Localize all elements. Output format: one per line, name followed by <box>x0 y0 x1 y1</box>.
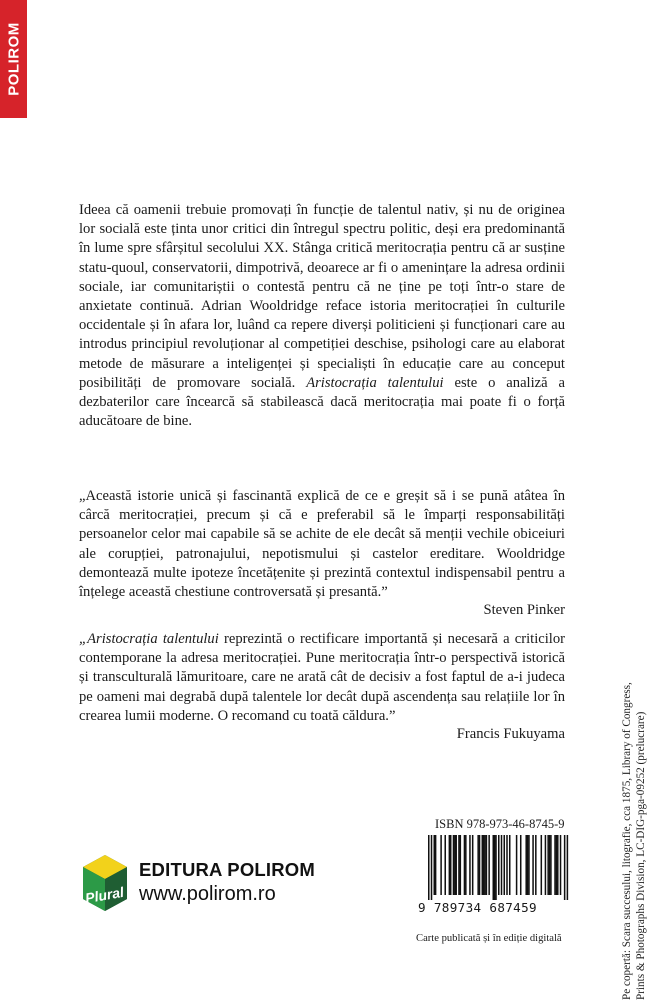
barcode-bar <box>549 835 551 895</box>
quote-fukuyama-author: Francis Fukuyama <box>456 726 565 743</box>
barcode-bar <box>528 835 530 895</box>
barcode-bar <box>545 835 547 895</box>
barcode-bar <box>564 835 566 900</box>
barcode-bar <box>464 835 466 895</box>
barcode-bar <box>486 835 488 895</box>
brand-tab-label: POLIROM <box>5 22 22 96</box>
quote-pinker-text: „Această istorie unică și fascinantă explică de ce e greșit să i se pună atâtea în cârcă meritocrației, precum și că e preferabil să le împarți responsabilități persoanelor celor mai capabile să se achite de ele decât să menții vechile obiceiuri ale corupției, patronajului, nepotismului și castelor ereditare. Wooldridge demontează multe ipoteze încetățenite și prezintă contextul indispensabil pentru a înțelege această chestiune controversată și presantă.” <box>79 488 565 601</box>
barcode-block <box>418 817 568 927</box>
book-title-inline: Aristocrația talentului <box>306 374 444 391</box>
description-part1: Ideea că oamenii trebuie promovați în funcție de talentul nativ, și nu de originea lor socială este ținta unor critici din întregul spectru politic, deși era predominantă în lume spre sfârșitul secolului XX. Stânga critică meritocrația pentru că ar susține statu-quoul, conservatorii, dimpotrivă, deoarece ar fi o amenințare la adresa ordinii sociale, iar comunitariștii o contestă pentru că ne ține pe toți într-o stare de anxietate continuă. Adrian Wooldridge reface istoria meritocrației în culturile occidentale și în afara lor, luând ca repere diverși politicieni și funcționari care au introdus principiul revoluționar al competiției deschise, psihologi care au elaborat metode de măsurare a inteligenței și specialiști în educație care au conceput posibilități de promovare socială. <box>79 202 565 391</box>
barcode-bar <box>433 835 435 895</box>
barcode-bar <box>450 835 452 895</box>
description-part2: este o analiză a dezbaterilor care încearcă să stabilească dacă meritocrația mai poate fi o forță aducătoare de bine. <box>79 374 565 430</box>
barcode-bar <box>554 835 556 895</box>
publisher-url: www.polirom.ro <box>139 883 276 905</box>
barcode-bar <box>469 835 471 895</box>
barcode-bar <box>527 835 529 895</box>
barcode-bar <box>482 835 484 895</box>
quote-fukuyama-lead: „Aristocrația talentului <box>79 631 219 647</box>
barcode-bar <box>503 835 505 895</box>
barcode-bar <box>506 835 508 895</box>
barcode-bar <box>516 835 518 895</box>
quote-pinker-author: Steven Pinker <box>483 602 565 619</box>
barcode-bar <box>455 835 457 895</box>
barcode-bar <box>431 835 433 900</box>
barcode-bar <box>498 835 500 895</box>
barcode-bar <box>557 835 559 895</box>
barcode-bar <box>458 835 460 895</box>
barcode-bar <box>547 835 549 895</box>
barcode-digits: 9 789734 687459 <box>418 900 537 915</box>
barcode-bar <box>428 835 430 900</box>
barcode-bar <box>479 835 481 895</box>
quote-pinker <box>79 487 565 620</box>
barcode-bar <box>501 835 503 895</box>
barcode-bar <box>449 835 451 895</box>
barcode-bar <box>525 835 527 895</box>
barcode-bar <box>465 835 467 895</box>
barcode-bar <box>488 835 490 895</box>
barcode-bar <box>493 835 495 900</box>
barcode-bar <box>484 835 486 895</box>
digital-edition-note: Carte publicată și în ediție digitală <box>416 933 562 944</box>
barcode-bars <box>428 835 568 900</box>
quote-fukuyama-text: reprezintă o rectificare importantă și necesară a criticilor contemporane la adresa meritocrației. Pune meritocrația într-o perspectivă istorică și transculturală lămuritoare, care ne arată cât de decisiv a fost faptul de a-i judeca pe oameni mai degrabă după talentele lor decât după ascendența sau relațiile lor în crearea lumii moderne. O recomand cu toată căldura.” <box>79 631 565 724</box>
barcode-bar <box>477 835 479 895</box>
barcode-bar <box>520 835 522 895</box>
cover-credit-line2: Prints & Photographs Division, LC-DIG-pga-09252 (prelucrare) <box>635 711 647 1000</box>
publisher-name: EDITURA POLIROM <box>139 859 316 880</box>
barcode-bar <box>495 835 497 900</box>
barcode-bar <box>453 835 455 895</box>
barcode-bar <box>494 835 496 900</box>
isbn-label: ISBN 978-973-46-8745-9 <box>435 817 565 831</box>
barcode-bar <box>472 835 474 895</box>
barcode-bar <box>556 835 558 895</box>
barcode-bar <box>460 835 462 895</box>
plural-logo-text: Plural <box>83 883 125 907</box>
book-description <box>79 201 565 431</box>
polirom-brand-tab <box>0 0 27 118</box>
barcode-bar <box>435 835 437 895</box>
barcode-bar <box>444 835 446 895</box>
quote-fukuyama <box>79 630 565 744</box>
barcode-bar <box>454 835 456 895</box>
barcode-bar <box>509 835 511 895</box>
barcode-bar <box>550 835 552 895</box>
barcode-bar <box>532 835 534 895</box>
barcode-bar <box>440 835 442 895</box>
barcode-bar <box>560 835 562 895</box>
barcode-bar <box>535 835 537 895</box>
barcode-bar <box>483 835 485 895</box>
barcode-bar <box>541 835 543 895</box>
cover-credit-line1: Pe copertă: Scara succesului, litografie, cca 1875, Library of Congress, <box>621 682 633 1000</box>
barcode-bar <box>567 835 569 900</box>
publisher-block <box>82 853 342 923</box>
